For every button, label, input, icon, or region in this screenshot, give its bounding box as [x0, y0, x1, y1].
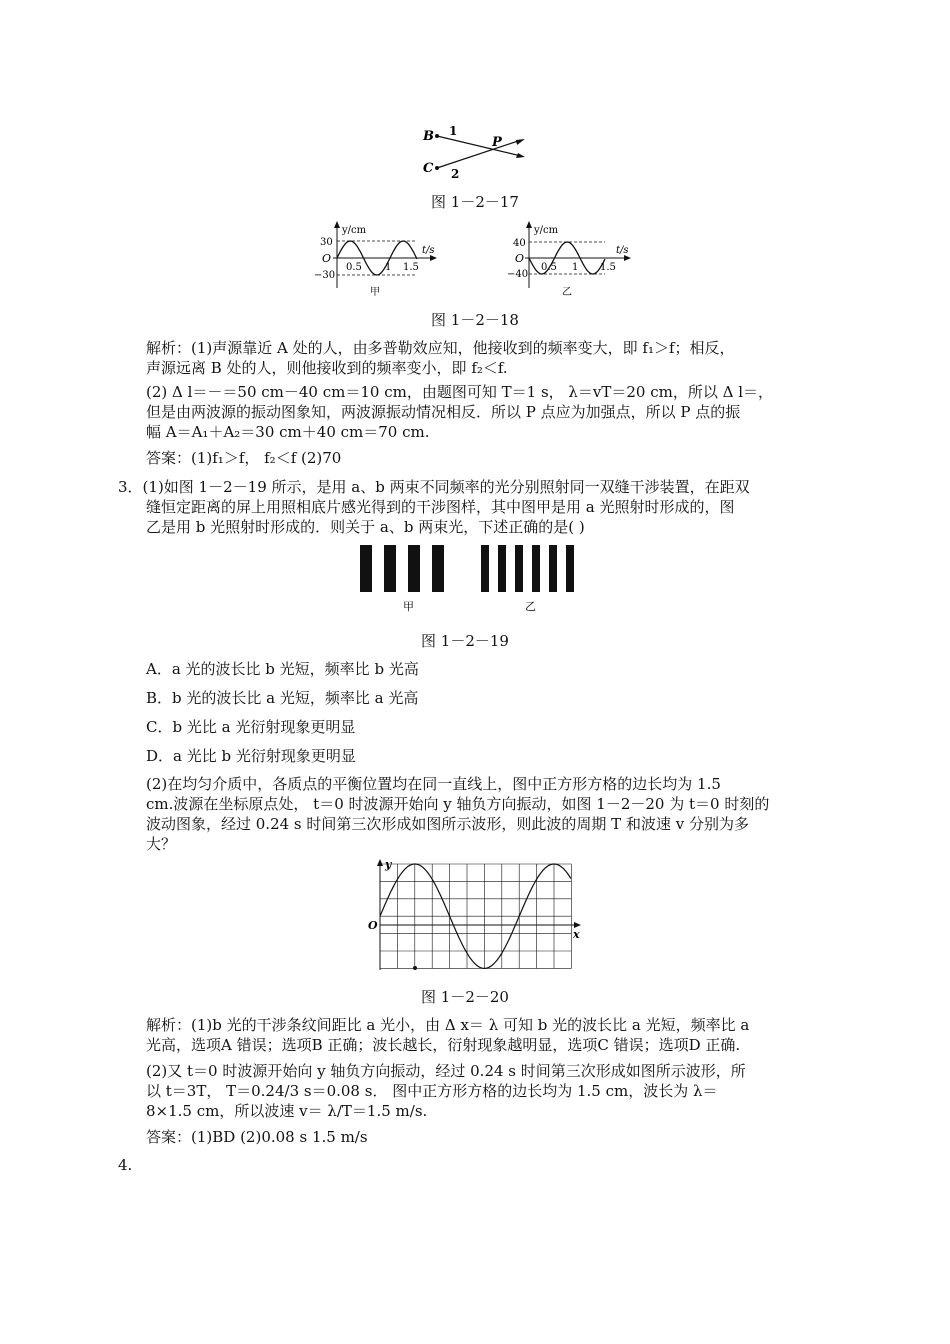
sol2-line-3: (2) Δ l＝－＝50 cm－40 cm＝10 cm，由题图可知 T＝1 s， λ＝vT＝20 cm，所以 Δ l＝，	[146, 383, 774, 401]
q3-line-2: 缝恒定距离的屏上用照相底片感光得到的干涉图样，其中图甲是用 a 光照射时形成的，图	[146, 498, 735, 516]
fig20-origin: O	[368, 919, 378, 932]
figure-1-2-17	[415, 120, 545, 180]
sol2-line-1: 解析：(1)声源靠近 A 处的人，由多普勒效应知，他接收到的频率变大，即 f₁＞f；相反，	[146, 339, 735, 357]
option-d: D．a 光比 b 光衍射现象更明显	[146, 747, 356, 765]
jia-ymin: −30	[314, 270, 336, 281]
figure-1-2-19	[355, 542, 575, 617]
yi-ylabel: y/cm	[534, 225, 559, 236]
fig20-x-label: x	[573, 928, 580, 941]
q3-line-1: 3．(1)如图 1－2－19 所示，是用 a、b 两束不同频率的光分别照射同一双缝干涉装置，在距双	[118, 478, 750, 496]
figure-1-2-18-yi	[505, 218, 640, 298]
yi-ymax: 40	[513, 238, 526, 249]
jia-ylabel: y/cm	[342, 225, 367, 236]
figure-1-2-20	[365, 854, 590, 974]
option-a: A．a 光的波长比 b 光短，频率比 b 光高	[146, 660, 419, 678]
point-p-label: P	[492, 135, 502, 150]
q3-part2-line-3: 波动图象，经过 0.24 s 时间第三次形成如图所示波形，则此波的周期 T 和波速 v 分别为多	[146, 815, 749, 833]
yi-t1: 0.5	[541, 262, 557, 273]
figure-caption-18: 图 1－2－18	[431, 311, 519, 329]
q3-line-3: 乙是用 b 光照射时形成的．则关于 a、b 两束光，下述正确的是( )	[146, 518, 585, 536]
jia-name: 甲	[370, 287, 380, 298]
jia-origin: O	[322, 252, 332, 265]
sol2-line-4: 但是由两波源的振动图象知，两波源振动情况相反．所以 P 点应为加强点，所以 P 点的振	[146, 403, 741, 421]
yi-t2: 1	[572, 262, 579, 273]
q3-answer: 答案：(1)BD (2)0.08 s 1.5 m/s	[146, 1128, 368, 1146]
fig19-yi-label: 乙	[525, 600, 536, 613]
figure-caption-19: 图 1－2－19	[421, 632, 509, 650]
q3-sol-line-3: (2)又 t＝0 时波源开始向 y 轴负方向振动，经过 0.24 s 时间第三次形成如图所示波形，所	[146, 1062, 746, 1080]
q3-sol-line-2: 光高，选项A 错误；选项B 正确；波长越长，衍射现象越明显，选项C 错误；选项D 正确.	[146, 1036, 741, 1054]
q3-part2-line-2: cm.波源在坐标原点处， t＝0 时波源开始向 y 轴负方向振动，如图 1－2－20 为 t＝0 时刻的	[146, 795, 770, 813]
ray-2-label: 2	[451, 167, 460, 180]
figure-1-2-18-jia	[308, 218, 443, 298]
q3-sol-line-4: 以 t＝3T， T＝0.24/3 s＝0.08 s． 图中正方形方格的边长均为 1.5 cm，波长为 λ＝	[146, 1082, 718, 1100]
jia-t2: 1	[385, 262, 392, 273]
figure-caption-17: 图 1－2－17	[431, 193, 519, 211]
jia-t1: 0.5	[346, 262, 362, 273]
grid-squares	[380, 864, 571, 968]
fig19-jia-label: 甲	[403, 600, 414, 613]
point-c-label: C	[423, 161, 434, 176]
point-b-label: B	[423, 129, 434, 144]
q4-number: 4.	[118, 1156, 133, 1174]
sol2-line-5: 幅 A＝A₁＋A₂＝30 cm＋40 cm＝70 cm.	[146, 423, 430, 441]
option-c: C．b 光比 a 光衍射现象更明显	[146, 718, 356, 736]
ray-1-label: 1	[449, 124, 458, 138]
yi-origin: O	[515, 252, 525, 265]
q3-sol-line-1: 解析：(1)b 光的干涉条纹间距比 a 光小，由 Δ x＝ λ 可知 b 光的波长比 a 光短，频率比 a	[146, 1016, 750, 1034]
fig20-y-label: y	[385, 858, 392, 871]
q3-part2-line-1: (2)在均匀介质中，各质点的平衡位置均在同一直线上，图中正方形方格的边长均为 1.5	[146, 775, 721, 793]
q3-sol-line-5: 8×1.5 cm，所以波速 v＝ λ/T＝1.5 m/s.	[146, 1102, 428, 1120]
jia-t3: 1.5	[403, 262, 419, 273]
yi-t3: 1.5	[600, 262, 616, 273]
option-b: B．b 光的波长比 a 光短，频率比 a 光高	[146, 689, 419, 707]
jia-xlabel: t/s	[422, 245, 435, 256]
q3-part2-line-4: 大？	[146, 835, 177, 853]
figure-caption-20: 图 1－2－20	[421, 988, 509, 1006]
sol2-line-2: 声源远离 B 处的人，则他接收到的频率变小，即 f₂＜f.	[146, 359, 508, 377]
yi-name: 乙	[562, 287, 572, 298]
yi-xlabel: t/s	[616, 245, 629, 256]
yi-ymin: −40	[507, 269, 529, 280]
jia-ymax: 30	[320, 237, 333, 248]
sol2-answer: 答案：(1)f₁＞f， f₂＜f (2)70	[146, 449, 342, 467]
